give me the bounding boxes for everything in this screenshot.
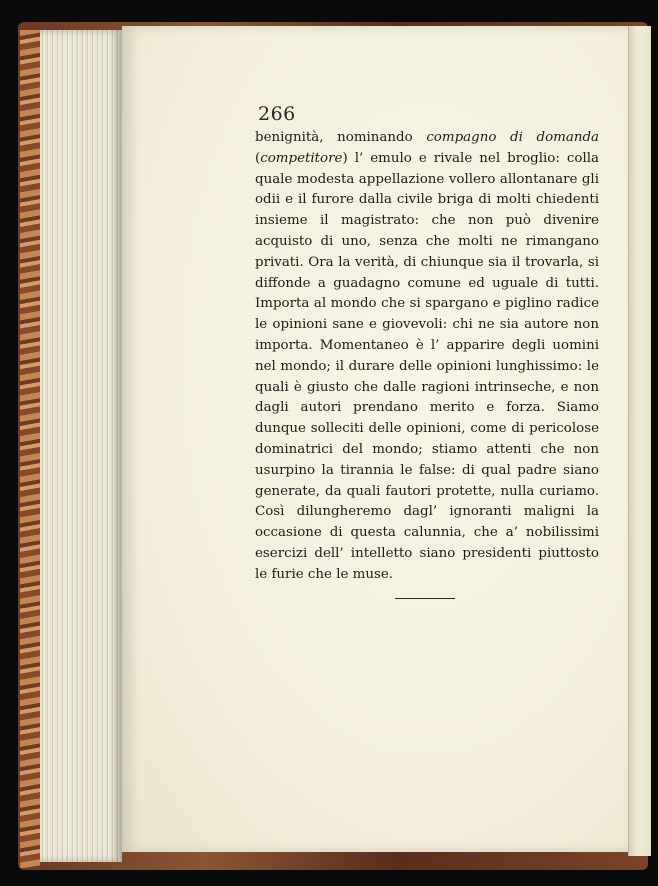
facing-page-edge: [628, 26, 651, 856]
paren-open: (: [255, 150, 261, 166]
page-stack: [40, 30, 122, 862]
italic-term: compagno di domanda: [426, 130, 599, 145]
marbled-page-edge: [20, 30, 40, 868]
italic-paren-term: competitore: [260, 150, 343, 166]
paragraph: [255, 128, 599, 586]
section-rule: [395, 598, 455, 599]
paren-close: ): [342, 150, 348, 166]
text-segment: benignità, nominando: [255, 130, 427, 145]
text-segment: l’ emulo e rivale nel broglio: colla quale modesta appellazione vollero allontanare gli odii e il furore dalla civile briga di molti chiedenti insieme il magistrato: che non può divenire acquisto di uno, senza che molti ne rimangano privati. Ora la verità, di chiunque sia il trovarla, si diffonde a guadagno comune ed uguale di tutti. Importa al mondo che si spargano e piglino radice le opinioni sane e giovevoli: chi ne sia autore non importa. Momentaneo è l’ apparire degli uomini nel mondo; il durare delle opinioni lunghissimo: le quali è giusto che dalle ragioni intrinseche, e non dagli autori prendano merito e forza. Siamo dunque solleciti delle opinioni, come di pericolose dominatrici del mondo; stiamo attenti che non usurpino la tirannia le false: di qual padre siano generate, da quali fautori protette, nulla curiamo. Così dilungheremo dagl’ ignoranti maligni la occasione di questa calunnia, che a’ nobilissimi esercizi dell’ intelletto siano presidenti piuttosto le furie che le muse.: [255, 150, 599, 582]
body-text: [255, 128, 599, 586]
page-number: 266: [258, 103, 296, 125]
